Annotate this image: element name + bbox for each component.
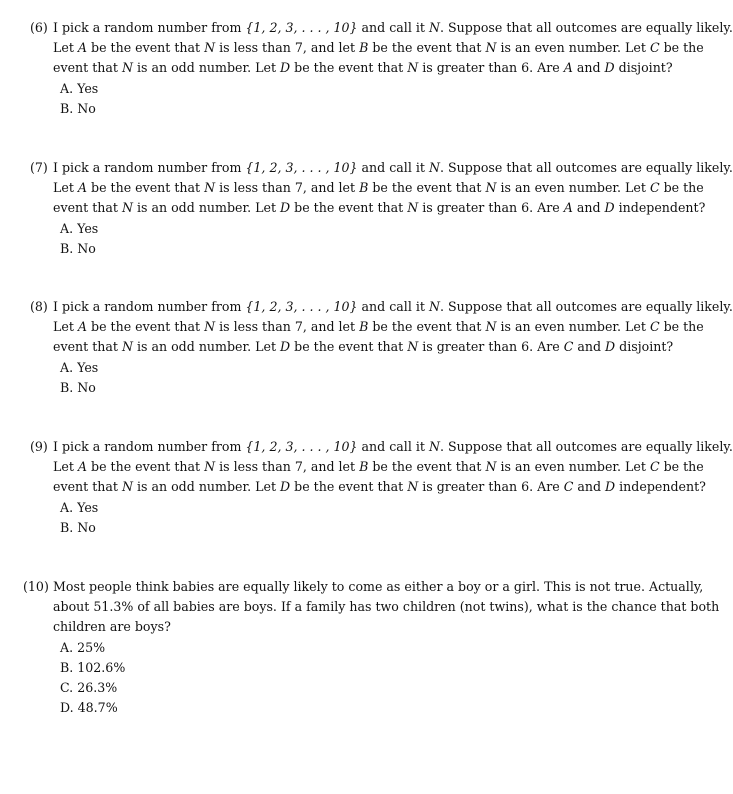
question-text-line [53,317,704,337]
question-text-line [53,477,706,497]
math-symbol: {1, 2, 3, . . . , 10} [245,160,358,175]
text-span: be the event that [368,459,486,474]
text-span: is greater than 6. Are [418,339,564,354]
math-symbol: D [604,200,615,215]
math-symbol: B [359,319,369,334]
math-symbol: N [121,479,133,494]
math-symbol: {1, 2, 3, . . . , 10} [245,439,358,454]
text-span: be the event that [290,200,408,215]
question-text-line [53,198,706,218]
math-symbol: N [407,200,419,215]
math-symbol: C [563,339,574,354]
text-span: event that [53,339,122,354]
text-span: be the event that [368,319,486,334]
question-number: (7) [30,160,48,175]
answer-option[interactable]: C. 26.3% [60,680,118,695]
text-span: . Suppose that all outcomes are equally likely. [439,160,733,175]
text-span: . Suppose that all outcomes are equally likely. [439,439,733,454]
text-span: independent? [614,200,706,215]
math-symbol: {1, 2, 3, . . . , 10} [245,299,358,314]
answer-option[interactable]: D. 48.7% [60,700,118,715]
question-text-line [53,597,720,617]
math-symbol: C [649,319,660,334]
text-span: be the [659,319,704,334]
math-symbol: N [121,200,133,215]
text-span: and call it [357,439,429,454]
text-span: event that [53,200,122,215]
math-symbol: D [280,60,291,75]
text-span: Let [53,180,78,195]
question-text-line [53,38,704,58]
text-span: is an odd number. Let [132,60,281,75]
text-span: I pick a random number from [53,160,246,175]
question-number: (6) [30,20,48,35]
math-symbol: B [359,459,369,474]
text-span: is less than 7, and let [215,40,360,55]
question-number: (9) [30,439,48,454]
text-span: event that [53,479,122,494]
math-symbol: D [280,479,291,494]
math-symbol: {1, 2, 3, . . . , 10} [245,20,358,35]
answer-option[interactable]: A. Yes [60,221,99,236]
answer-option[interactable]: B. No [60,380,96,395]
math-symbol: N [428,299,440,314]
text-span: is less than 7, and let [215,459,360,474]
text-span: is an odd number. Let [132,479,281,494]
math-symbol: B [359,180,369,195]
math-symbol: A [563,200,573,215]
question-text-line [53,58,671,78]
answer-option[interactable]: A. 25% [60,640,106,655]
text-span: be the [659,40,704,55]
math-symbol: N [121,60,133,75]
text-span: be the event that [87,40,205,55]
answer-option[interactable]: B. No [60,101,96,116]
text-span: be the event that [87,319,205,334]
text-span: is greater than 6. Are [418,60,564,75]
text-span: I pick a random number from [53,20,246,35]
math-symbol: B [359,40,369,55]
math-symbol: N [428,160,440,175]
answer-option[interactable]: A. Yes [60,81,99,96]
question-text-line [53,297,733,317]
text-span: is an even number. Let [496,40,650,55]
math-symbol: D [605,479,616,494]
text-span: is an odd number. Let [132,200,281,215]
text-span: about 51.3% of all babies are boys. If a family has two children (not twins), what is the chance that both [53,599,720,614]
math-symbol: N [204,319,216,334]
text-span: is an even number. Let [496,319,650,334]
math-symbol: N [204,180,216,195]
math-symbol: A [563,60,573,75]
math-symbol: A [77,319,87,334]
text-span: and call it [357,299,429,314]
math-symbol: N [121,339,133,354]
math-symbol: A [77,40,87,55]
text-span: I pick a random number from [53,299,246,314]
question-text-line [53,178,704,198]
text-span: is less than 7, and let [215,319,360,334]
text-span: be the event that [290,479,408,494]
math-symbol: D [604,60,615,75]
text-span: and call it [357,20,429,35]
question-number: (8) [30,299,48,314]
question-text-line [53,577,704,597]
math-symbol: A [77,459,87,474]
answer-option[interactable]: B. 102.6% [60,660,126,675]
text-span: be the event that [290,339,408,354]
math-symbol: N [485,459,497,474]
text-span: and call it [357,160,429,175]
text-span: be the event that [87,459,205,474]
math-symbol: C [563,479,574,494]
text-span: . Suppose that all outcomes are equally likely. [439,299,733,314]
math-symbol: C [649,180,660,195]
text-span: is greater than 6. Are [418,200,564,215]
text-span: Let [53,459,78,474]
text-span: independent? [615,479,706,494]
math-symbol: N [407,339,419,354]
math-symbol: N [428,20,440,35]
math-symbol: A [77,180,87,195]
text-span: be the [659,180,704,195]
text-span: be the event that [87,180,205,195]
math-symbol: D [605,339,616,354]
question-text-line [53,158,733,178]
text-span: Most people think babies are equally likely to come as either a boy or a girl. This is not true. Actually, [53,579,704,594]
math-symbol: D [280,339,291,354]
answer-option[interactable]: B. No [60,241,96,256]
math-symbol: N [485,319,497,334]
math-symbol: N [407,479,419,494]
question-text-line [53,337,674,357]
math-symbol: N [428,439,440,454]
text-span: is an odd number. Let [132,339,281,354]
math-symbol: N [485,40,497,55]
text-span: Let [53,319,78,334]
text-span: disjoint? [615,339,674,354]
math-symbol: C [649,459,660,474]
text-span: and [572,60,605,75]
text-span: be the event that [368,180,486,195]
question-text-line [53,617,671,637]
text-span: is an even number. Let [496,180,650,195]
text-span: is less than 7, and let [215,180,360,195]
answer-option[interactable]: A. Yes [60,500,99,515]
text-span: be the event that [290,60,408,75]
math-symbol: N [407,60,419,75]
question-text-line [53,18,733,38]
text-span: and [573,479,606,494]
math-symbol: N [204,40,216,55]
text-span: disjoint? [614,60,673,75]
text-span: and [572,200,605,215]
math-symbol: C [649,40,660,55]
text-span: is greater than 6. Are [418,479,564,494]
text-span: be the event that [368,40,486,55]
text-span: Let [53,40,78,55]
text-span: be the [659,459,704,474]
question-text-line [53,437,733,457]
text-span: is an even number. Let [496,459,650,474]
text-span: event that [53,60,122,75]
text-span: I pick a random number from [53,439,246,454]
answer-option[interactable]: A. Yes [60,360,99,375]
text-span: children are boys? [53,619,171,634]
question-text-line [53,457,704,477]
math-symbol: N [204,459,216,474]
answer-option[interactable]: B. No [60,520,96,535]
text-span: . Suppose that all outcomes are equally likely. [439,20,733,35]
math-symbol: N [485,180,497,195]
text-span: and [573,339,606,354]
math-symbol: D [280,200,291,215]
question-number: (10) [23,579,49,594]
